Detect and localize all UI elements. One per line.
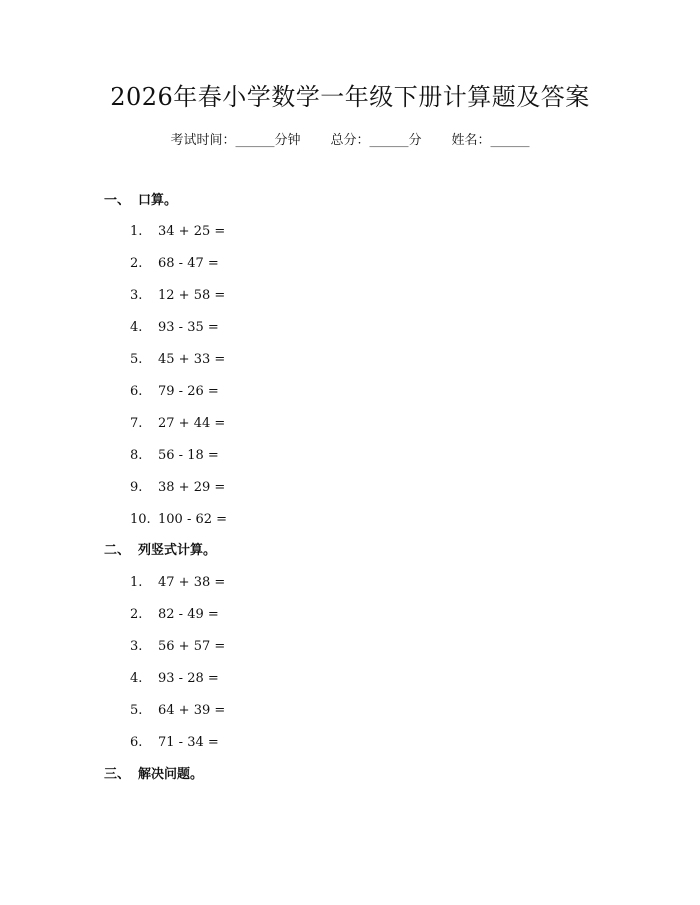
question-index: 3. (130, 639, 143, 654)
question-item (130, 734, 219, 752)
section-number: 三、 (104, 767, 131, 782)
question-expression: 12 + 58 = (158, 288, 226, 303)
question-index: 3. (130, 288, 143, 303)
total-score-label: 总分：______分 (330, 133, 422, 148)
section-heading-2 (104, 542, 216, 560)
question-item (130, 479, 225, 497)
question-expression: 82 - 49 = (158, 607, 219, 622)
question-index: 2. (130, 256, 143, 271)
question-item (130, 511, 227, 529)
question-index: 8. (130, 448, 143, 463)
question-item (130, 383, 219, 401)
question-item (130, 447, 219, 465)
name-label: 姓名：______ (451, 133, 530, 148)
question-expression: 93 - 35 = (158, 320, 219, 335)
question-expression: 79 - 26 = (158, 384, 219, 399)
question-item (130, 606, 219, 624)
section-heading-1 (104, 192, 177, 210)
question-index: 4. (130, 320, 143, 335)
question-item (130, 223, 225, 241)
question-index: 1. (130, 224, 143, 239)
question-expression: 56 - 18 = (158, 448, 219, 463)
section-number: 二、 (104, 543, 131, 558)
section-title: 口算。 (138, 193, 178, 208)
question-index: 10. (130, 512, 151, 527)
question-item (130, 638, 225, 656)
question-expression: 68 - 47 = (158, 256, 219, 271)
exam-meta-line (0, 132, 700, 150)
question-item (130, 255, 219, 273)
question-item (130, 351, 225, 369)
question-expression: 27 + 44 = (158, 416, 226, 431)
question-expression: 71 - 34 = (158, 735, 219, 750)
question-expression: 47 + 38 = (158, 575, 226, 590)
question-expression: 100 - 62 = (158, 512, 228, 527)
question-item (130, 574, 225, 592)
question-expression: 34 + 25 = (158, 224, 226, 239)
question-expression: 56 + 57 = (158, 639, 226, 654)
question-expression: 45 + 33 = (158, 352, 226, 367)
question-index: 1. (130, 575, 143, 590)
question-expression: 64 + 39 = (158, 703, 226, 718)
question-item (130, 670, 219, 688)
question-index: 2. (130, 607, 143, 622)
question-item (130, 415, 225, 433)
question-expression: 93 - 28 = (158, 671, 219, 686)
section-title: 解决问题。 (138, 767, 204, 782)
page-title: 2026年春小学数学一年级下册计算题及答案 (110, 83, 590, 111)
question-expression: 38 + 29 = (158, 480, 226, 495)
section-title: 列竖式计算。 (138, 543, 217, 558)
section-number: 一、 (104, 193, 131, 208)
question-item (130, 287, 225, 305)
question-item (130, 319, 219, 337)
question-index: 9. (130, 480, 143, 495)
question-index: 4. (130, 671, 143, 686)
section-heading-3 (104, 766, 203, 784)
exam-time-label: 考试时间：______分钟 (170, 133, 301, 148)
question-index: 7. (130, 416, 143, 431)
question-item (130, 702, 225, 720)
question-index: 6. (130, 384, 143, 399)
question-index: 5. (130, 703, 143, 718)
question-index: 5. (130, 352, 143, 367)
question-index: 6. (130, 735, 143, 750)
